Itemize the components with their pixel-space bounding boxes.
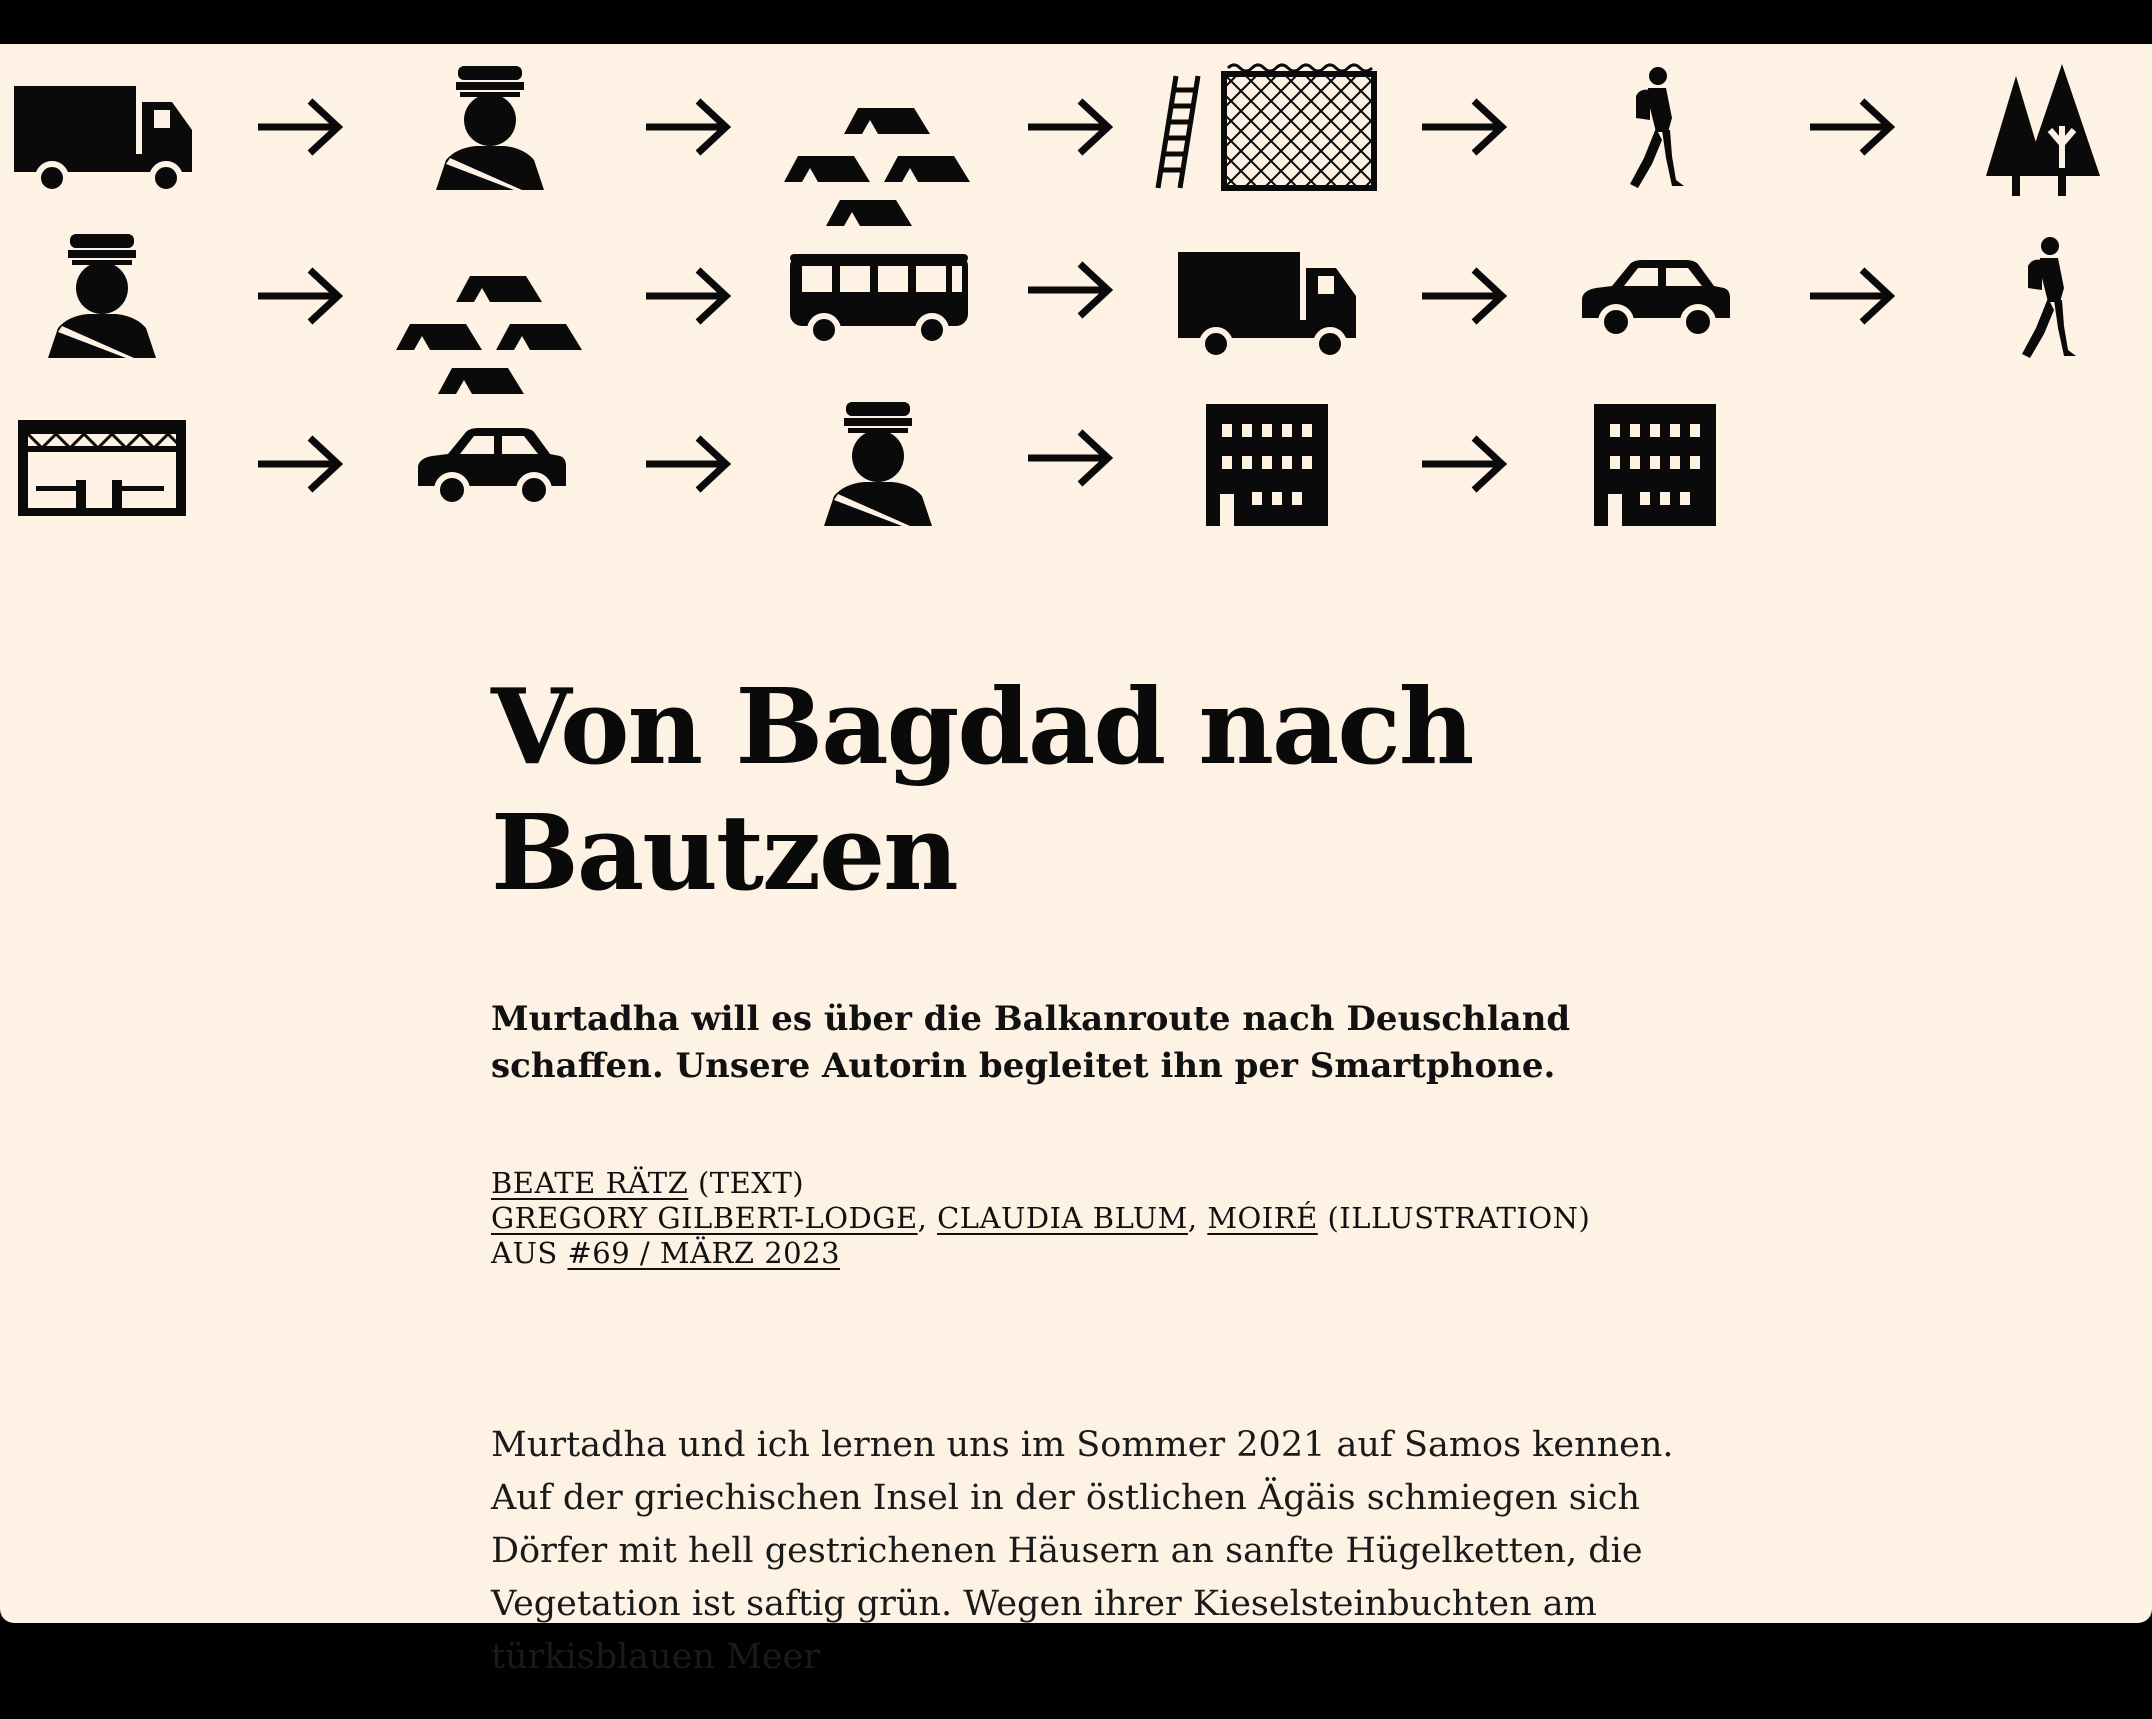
car-icon xyxy=(418,428,566,505)
illustrator-line xyxy=(491,1201,1691,1236)
illustrator-link[interactable]: CLAUDIA BLUM xyxy=(937,1201,1188,1235)
arrow-right-icon xyxy=(1028,432,1108,484)
article-title: Von Bagdad nach Bautzen xyxy=(491,665,1473,914)
route-pictogram-svg xyxy=(0,44,2152,564)
article-body-paragraph: Murtadha und ich lernen uns im Sommer 2021 auf Samos kennen. Auf der griechischen Insel in der östlichen Ägäis schmiegen sich Dörfer mit hell gestrichenen Häusern an sanfte Hügelketten, die Vegetation ist saftig grün. Wegen ihrer Kieselsteinbuchten am türkisblauen Meer xyxy=(491,1425,1674,1677)
police-officer-icon xyxy=(824,402,932,526)
arrow-right-icon xyxy=(1422,101,1502,153)
apartment-building-icon xyxy=(1206,404,1328,526)
border-fence-ladder-icon xyxy=(1158,65,1374,188)
article-page xyxy=(0,44,2152,1677)
arrow-right-icon xyxy=(1810,270,1890,322)
bus-icon xyxy=(790,254,968,344)
illustrator-separator: , xyxy=(917,1201,938,1235)
article-credits xyxy=(491,1166,1691,1271)
police-officer-icon xyxy=(48,234,156,358)
tent-camp-icon xyxy=(784,108,970,226)
article-lead: Murtadha will es über die Balkanroute nach Deuschland schaffen. Unsere Autorin begleitet ihn per Smartphone. xyxy=(491,999,1571,1086)
arrow-right-icon xyxy=(1422,270,1502,322)
author-line xyxy=(491,1166,1691,1201)
arrow-right-icon xyxy=(646,270,726,322)
walking-person-icon xyxy=(2022,237,2076,358)
arrow-right-icon xyxy=(258,101,338,153)
apartment-building-icon xyxy=(1594,404,1716,526)
article-content xyxy=(491,664,1691,1719)
author-role: (TEXT) xyxy=(688,1166,805,1200)
illustrator-link[interactable]: MOIRÉ xyxy=(1207,1201,1318,1235)
car-icon xyxy=(1582,260,1730,337)
arrow-right-icon xyxy=(1422,438,1502,490)
tent-camp-icon xyxy=(396,276,582,394)
forest-icon xyxy=(1986,64,2100,196)
issue-prefix: AUS xyxy=(491,1236,568,1270)
issue-line xyxy=(491,1236,1691,1271)
arrow-right-icon xyxy=(1028,101,1108,153)
illustrator-separator: , xyxy=(1187,1201,1208,1235)
author-link[interactable]: BEATE RÄTZ xyxy=(491,1166,689,1200)
truck-icon xyxy=(1178,252,1356,358)
arrow-right-icon xyxy=(1028,264,1108,316)
arrow-right-icon xyxy=(1810,101,1890,153)
border-checkpoint-icon xyxy=(18,420,186,516)
route-pictogram-graphic xyxy=(0,44,2152,564)
arrow-right-icon xyxy=(258,270,338,322)
walking-person-icon xyxy=(1630,67,1684,188)
issue-link[interactable]: #69 / MÄRZ 2023 xyxy=(567,1236,841,1270)
police-officer-icon xyxy=(436,66,544,190)
truck-icon xyxy=(14,86,192,192)
arrow-right-icon xyxy=(646,101,726,153)
illustrator-link[interactable]: GREGORY GILBERT-LODGE xyxy=(491,1201,918,1235)
illustrator-role: (ILLUSTRATION) xyxy=(1317,1201,1591,1235)
arrow-right-icon xyxy=(646,438,726,490)
arrow-right-icon xyxy=(258,438,338,490)
